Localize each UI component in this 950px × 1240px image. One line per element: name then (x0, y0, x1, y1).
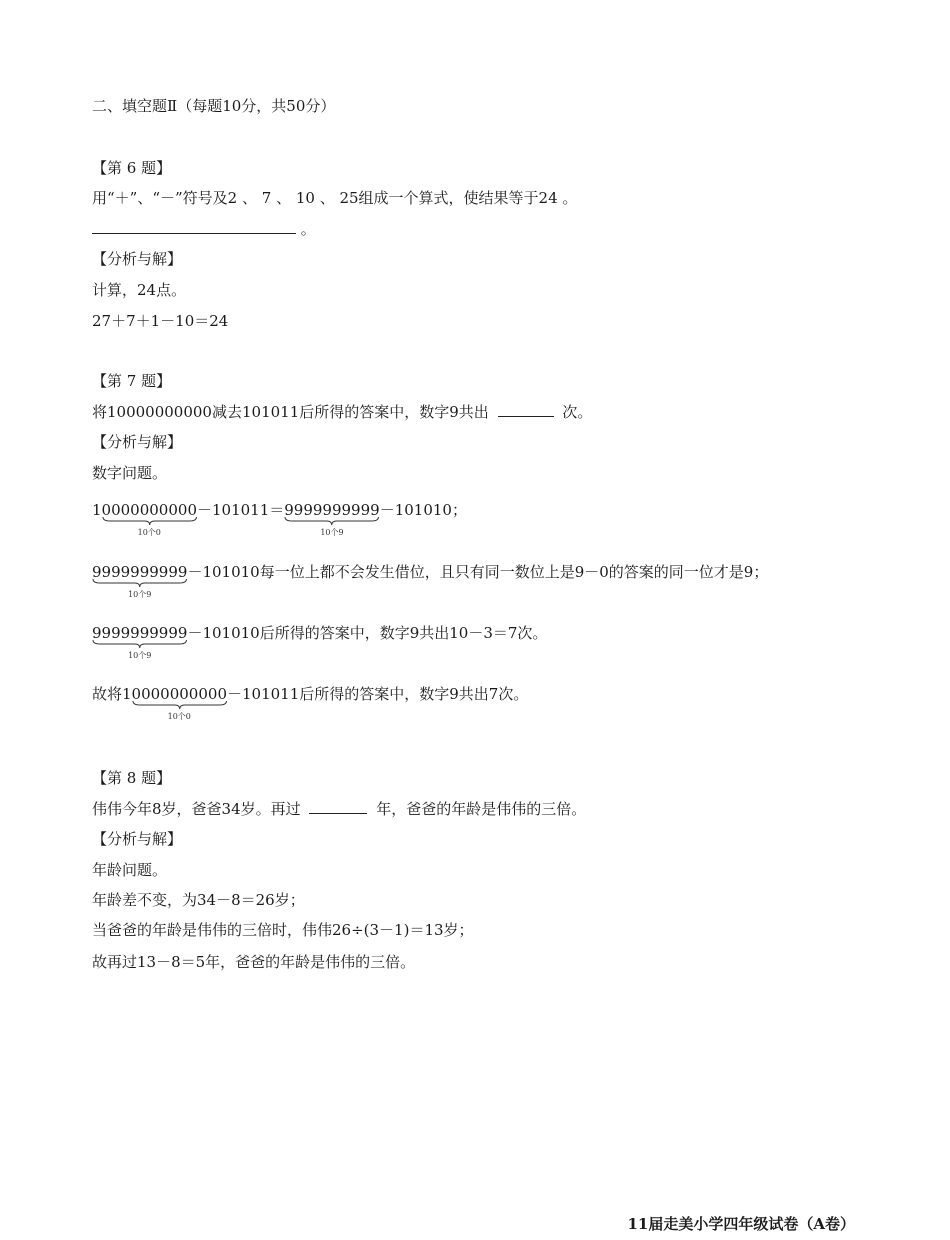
q7-step-4-note: 10个0 (167, 712, 191, 721)
q8-question (92, 798, 586, 819)
q7-step-3 (92, 623, 548, 660)
q7-step-1-tail: －101010； (379, 501, 467, 519)
q7-step-4 (92, 684, 529, 721)
q6-analysis-line-2: 27＋7＋1－10＝24 (92, 312, 229, 330)
q6-answer-line (92, 218, 316, 239)
q7-step-1-brace-group (101, 500, 197, 537)
q7-step-1-braced-2: 9999999999 (284, 501, 380, 519)
q7-step-3-braced: 9999999999 (92, 624, 188, 642)
q7-step-2-braced: 9999999999 (92, 563, 188, 581)
q7-question (92, 401, 592, 422)
q6-analysis-line-1: 计算，24点。 (92, 281, 187, 299)
q7-step-4-tail: －101011后所得的答案中，数字9共出7次。 (226, 685, 529, 703)
q7-step-2-tail: －101010每一位上都不会发生借位，且只有同一数位上是9－0的答案的同一位才是9； (187, 563, 769, 581)
q8-analysis-line-3: 当爸爸的年龄是伟伟的三倍时，伟伟26÷(3－1)＝13岁； (92, 921, 474, 939)
q7-step-1-brace-group-2 (284, 500, 380, 537)
q7-heading: 【第 7 题】 (92, 372, 172, 390)
q7-analysis-line-1: 数字问题。 (92, 464, 168, 482)
q7-answer-blank (498, 401, 554, 417)
q7-step-3-brace-group (92, 623, 188, 660)
q6-analysis-heading: 【分析与解】 (92, 250, 183, 268)
q7-question-tail: 次。 (562, 403, 593, 421)
q7-step-2-brace-group (92, 562, 188, 599)
q7-step-1-note: 10个0 (137, 528, 161, 537)
q7-step-1-note-2: 10个9 (320, 528, 344, 537)
q7-step-1-mid: －101011＝ (196, 501, 285, 519)
q7-step-2 (92, 562, 769, 599)
q6-answer-blank (92, 218, 296, 234)
q7-step-1-lead: 1 (92, 501, 102, 519)
q6-heading: 【第 6 题】 (92, 159, 172, 177)
q8-answer-blank (309, 798, 367, 814)
q6-answer-tail: 。 (300, 220, 316, 238)
q8-analysis-line-1: 年龄问题。 (92, 861, 168, 879)
q8-analysis-line-4: 故再过13－8＝5年，爸爸的年龄是伟伟的三倍。 (92, 953, 416, 971)
q6-question: 用“＋”、“－”符号及2 、 7 、 10 、 25组成一个算式，使结果等于24 。 (92, 189, 578, 207)
q7-step-3-tail: －101010后所得的答案中，数字9共出10－3＝7次。 (187, 624, 548, 642)
q8-question-text: 伟伟今年8岁，爸爸34岁。再过 (92, 800, 301, 818)
section-title: 二、填空题Ⅱ（每题10分，共50分） (92, 97, 336, 115)
q7-step-4-braced: 0000000000 (131, 685, 227, 703)
q7-step-4-brace-group (131, 684, 227, 721)
q7-step-1-braced: 0000000000 (101, 501, 197, 519)
q7-step-1 (92, 500, 467, 537)
q8-analysis-line-2: 年龄差不变，为34－8＝26岁； (92, 891, 305, 909)
q8-heading: 【第 8 题】 (92, 769, 172, 787)
q7-step-3-note: 10个9 (128, 651, 152, 660)
q7-step-4-lead: 故将1 (92, 685, 132, 703)
q7-question-text: 将10000000000减去101011后所得的答案中，数字9共出 (92, 403, 489, 421)
q7-step-2-note: 10个9 (128, 590, 152, 599)
q8-analysis-heading: 【分析与解】 (92, 830, 183, 848)
page-footer: 11届走美小学四年级试卷（A卷） (627, 1215, 855, 1233)
q8-question-tail: 年，爸爸的年龄是伟伟的三倍。 (376, 800, 587, 818)
q7-analysis-heading: 【分析与解】 (92, 433, 183, 451)
